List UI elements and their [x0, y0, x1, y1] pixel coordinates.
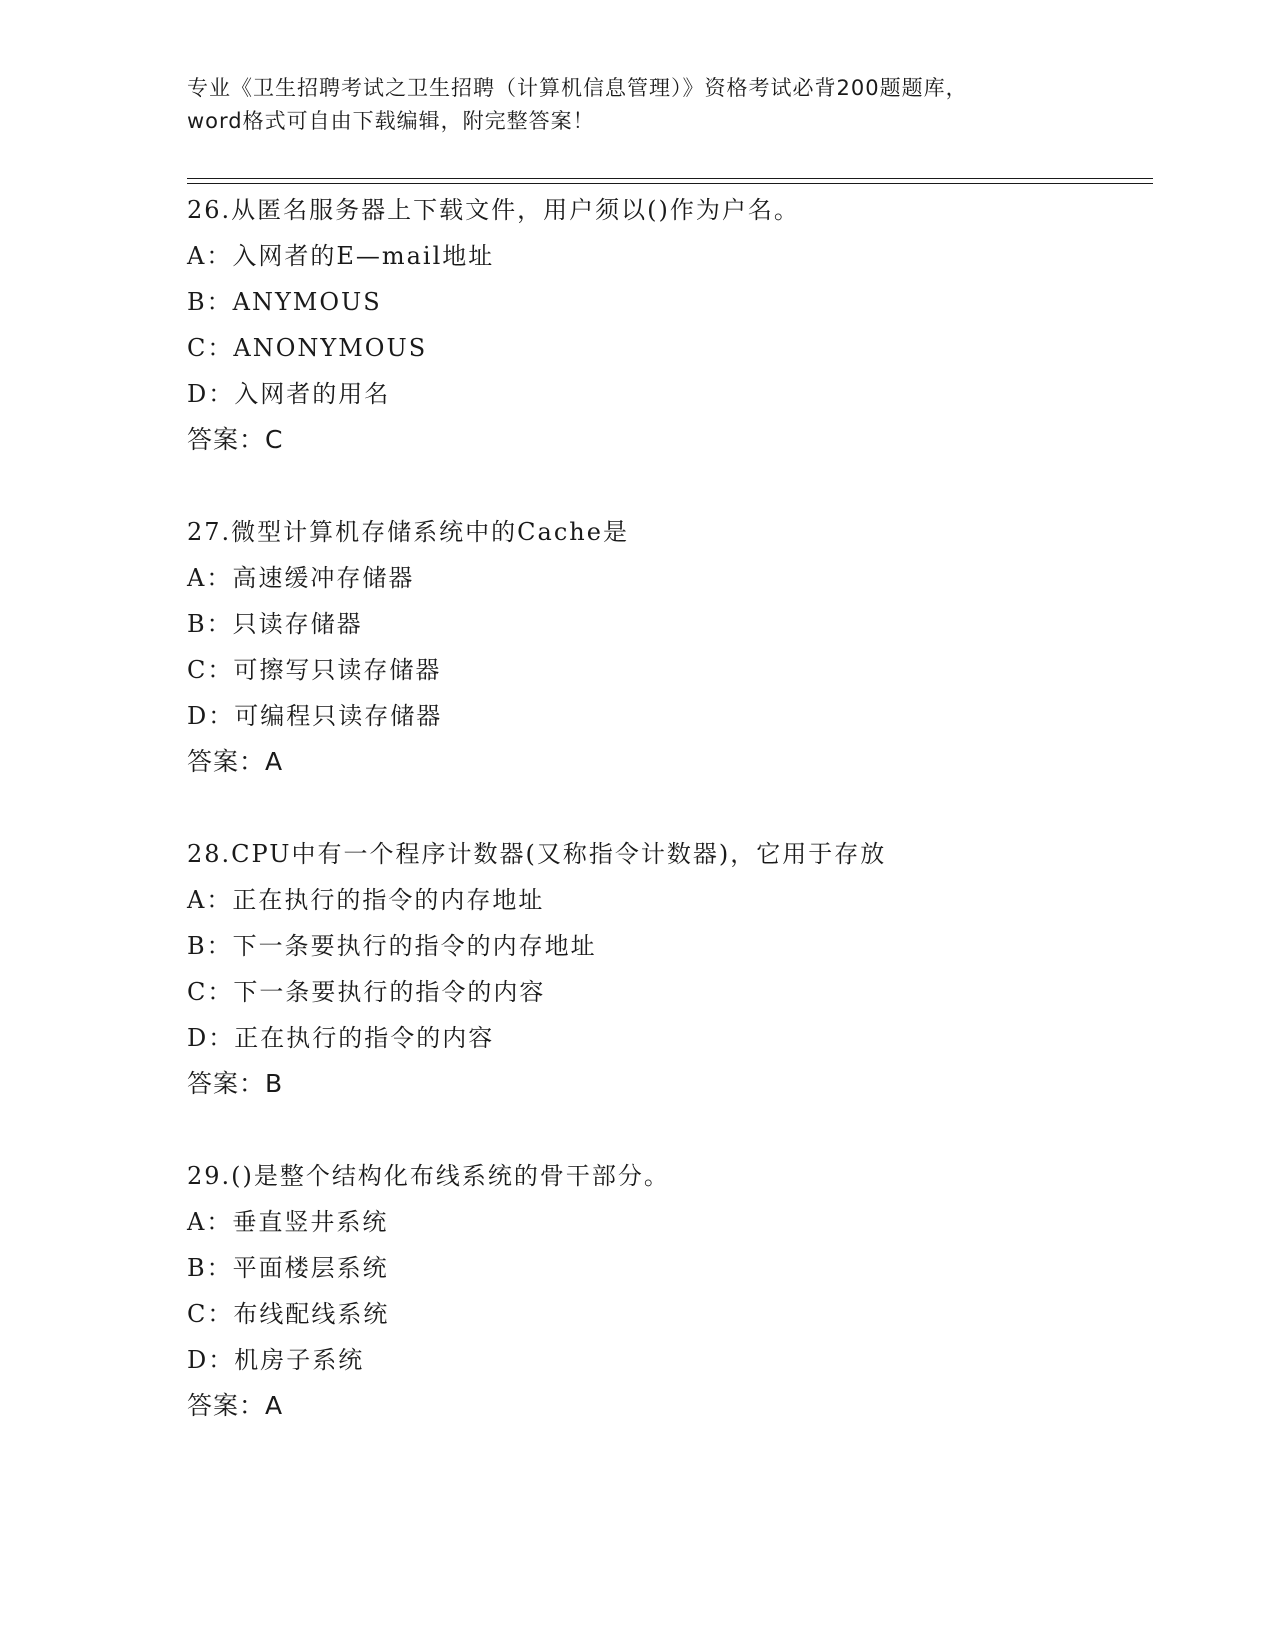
question-stem: 29.()是整个结构化布线系统的骨干部分。 [187, 1162, 670, 1190]
question-block [187, 187, 1167, 463]
header-divider-bottom [187, 183, 1153, 184]
option-b: B：ANYMOUS [187, 288, 382, 316]
answer-label: 答案：B [187, 1069, 284, 1098]
option-b: B：只读存储器 [187, 610, 363, 638]
option-a: A：垂直竖井系统 [187, 1208, 389, 1236]
option-c: C：布线配线系统 [187, 1300, 390, 1328]
option-d: D：入网者的用名 [187, 380, 391, 408]
document-header [187, 72, 1087, 138]
answer-label: 答案：A [187, 1391, 284, 1420]
question-block [187, 1153, 1167, 1429]
option-d: D：机房子系统 [187, 1346, 365, 1374]
option-a: A：正在执行的指令的内存地址 [187, 886, 545, 914]
header-line-1: 专业《卫生招聘考试之卫生招聘（计算机信息管理）》资格考试必背200题题库， [187, 76, 968, 100]
option-c: C：下一条要执行的指令的内容 [187, 978, 546, 1006]
question-block [187, 831, 1167, 1107]
question-stem: 26.从匿名服务器上下载文件，用户须以()作为户名。 [187, 196, 800, 224]
question-stem: 28.CPU中有一个程序计数器(又称指令计数器)，它用于存放 [187, 840, 887, 868]
option-c: C：可擦写只读存储器 [187, 656, 442, 684]
question-stem: 27.微型计算机存储系统中的Cache是 [187, 518, 629, 546]
option-a: A：入网者的E—mail地址 [187, 242, 495, 270]
option-a: A：高速缓冲存储器 [187, 564, 415, 592]
option-d: D：正在执行的指令的内容 [187, 1024, 495, 1052]
option-d: D：可编程只读存储器 [187, 702, 443, 730]
header-divider-top [187, 178, 1153, 179]
answer-label: 答案：A [187, 747, 284, 776]
header-line-2: word格式可自由下载编辑，附完整答案！ [187, 109, 595, 133]
option-c: C：ANONYMOUS [187, 334, 428, 362]
option-b: B：平面楼层系统 [187, 1254, 389, 1282]
answer-label: 答案：C [187, 425, 284, 454]
option-b: B：下一条要执行的指令的内存地址 [187, 932, 597, 960]
question-block [187, 509, 1167, 785]
